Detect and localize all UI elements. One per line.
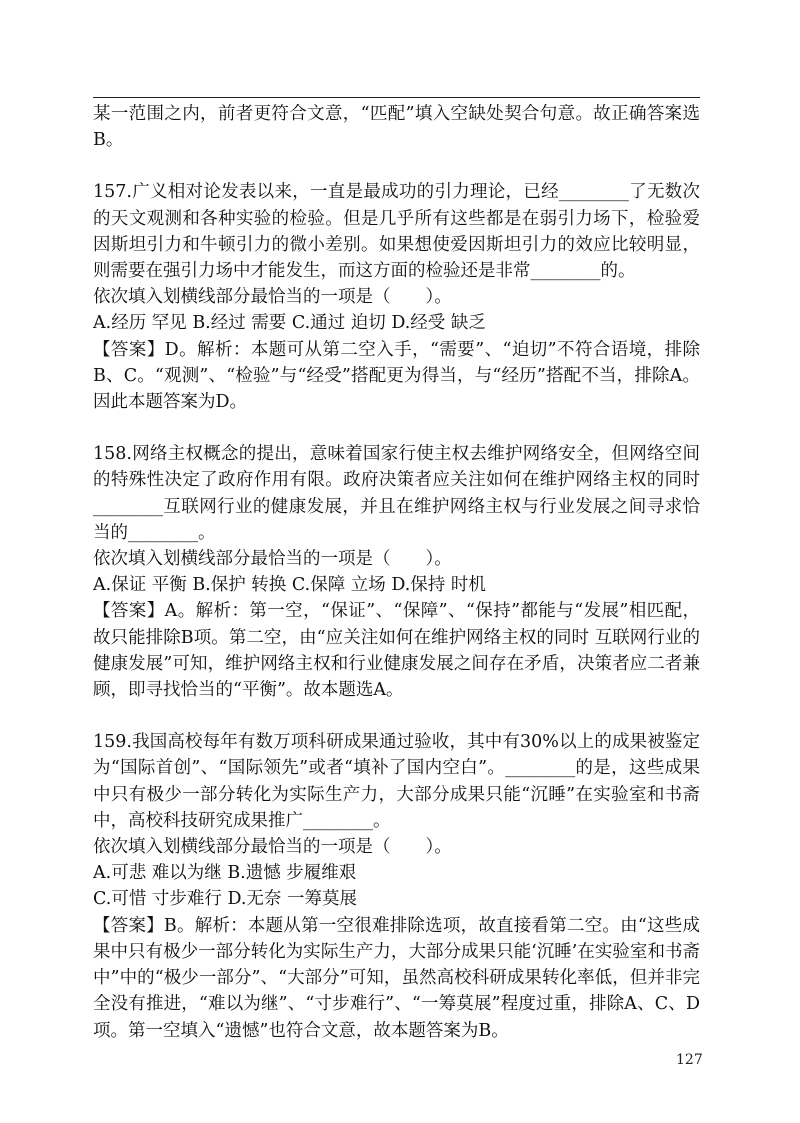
question-options: A.可悲 难以为继 B.遗憾 步履维艰 (93, 863, 357, 884)
question-159 (93, 729, 700, 1043)
question-options: A.经历 罕见 B.经过 需要 C.通过 迫切 D.经受 缺乏 (93, 313, 486, 334)
spacer (93, 703, 700, 729)
question-stem: 158.网络主权概念的提出，意味着国家行使主权去维护网络安全，但网络空间的特殊性决定了政府作用有限。政府决策者应关注如何在维护网络主权的同时________互联网行业的健康发展，并且在维护网络主权与行业发展之间寻求恰当的________。 (93, 444, 700, 543)
question-stem: 157.广义相对论发表以来，一直是最成功的引力理论，已经________了无数次的天文观测和各种实验的检验。但是几乎所有这些都是在弱引力场下，检验爱因斯坦引力和牛顿引力的微小差别。如果想使爱因斯坦引力的效应比较明显，则需要在强引力场中才能发生，而这方面的检验还是非常________的。 (93, 182, 700, 282)
question-prompt: 依次填入划横线部分最恰当的一项是（ ）。 (93, 549, 452, 570)
question-prompt: 依次填入划横线部分最恰当的一项是（ ）。 (93, 837, 452, 858)
page-body (93, 101, 700, 1044)
question-answer: 【答案】A。解析：第一空，“保证”、“保障”、“保持”都能与“发展”相匹配，故只能排除B项。第二空，由“应关注如何在维护网络主权的同时 互联网行业的健康发展”可知，维护网络主权和行业健康发展之间存在矛盾，决策者应二者兼顾，即寻找恰当的“平衡”。故本题选A。 (93, 601, 700, 701)
spacer (93, 415, 700, 441)
question-157 (93, 179, 700, 415)
question-answer: 【答案】B。解析：本题从第一空很难排除选项，故直接看第二空。由“这些成果中只有极少一部分转化为实际生产力，大部分成果只能‘沉睡’在实验室和书斋中”中的“极少一部分”、“大部分”可知，虽然高校科研成果转化率低，但并非完全没有推进，“难以为继”、“寸步难行”、“一筹莫展”程度过重，排除A、C、D项。第一空填入“遗憾”也符合文意，故本题答案为B。 (93, 915, 700, 1041)
question-prompt: 依次填入划横线部分最恰当的一项是（ ）。 (93, 287, 452, 308)
question-options: A.保证 平衡 B.保护 转换 C.保障 立场 D.保持 时机 (93, 575, 486, 596)
question-158 (93, 441, 700, 703)
header-rule (93, 97, 700, 98)
spacer (93, 153, 700, 179)
question-stem: 159.我国高校每年有数万项科研成果通过验收，其中有30%以上的成果被鉴定为“国际首创”、“国际领先”或者“填补了国内空白”。________的是，这些成果中只有极少一部分转化为实际生产力，大部分成果只能“沉睡”在实验室和书斋中，高校科技研究成果推广________。 (93, 732, 700, 831)
carryover-paragraph: 某一范围之内，前者更符合文意，“匹配”填入空缺处契合句意。故正确答案选B。 (93, 104, 700, 151)
question-answer: 【答案】D。解析：本题可从第二空入手，“需要”、“迫切”不符合语境，排除B、C。“观测”、“检验”与“经受”搭配更为得当，与“经历”搭配不当，排除A。因此本题答案为D。 (93, 339, 700, 413)
question-options: C.可惜 寸步难行 D.无奈 一筹莫展 (93, 889, 357, 910)
page-number: 127 (676, 1052, 703, 1068)
